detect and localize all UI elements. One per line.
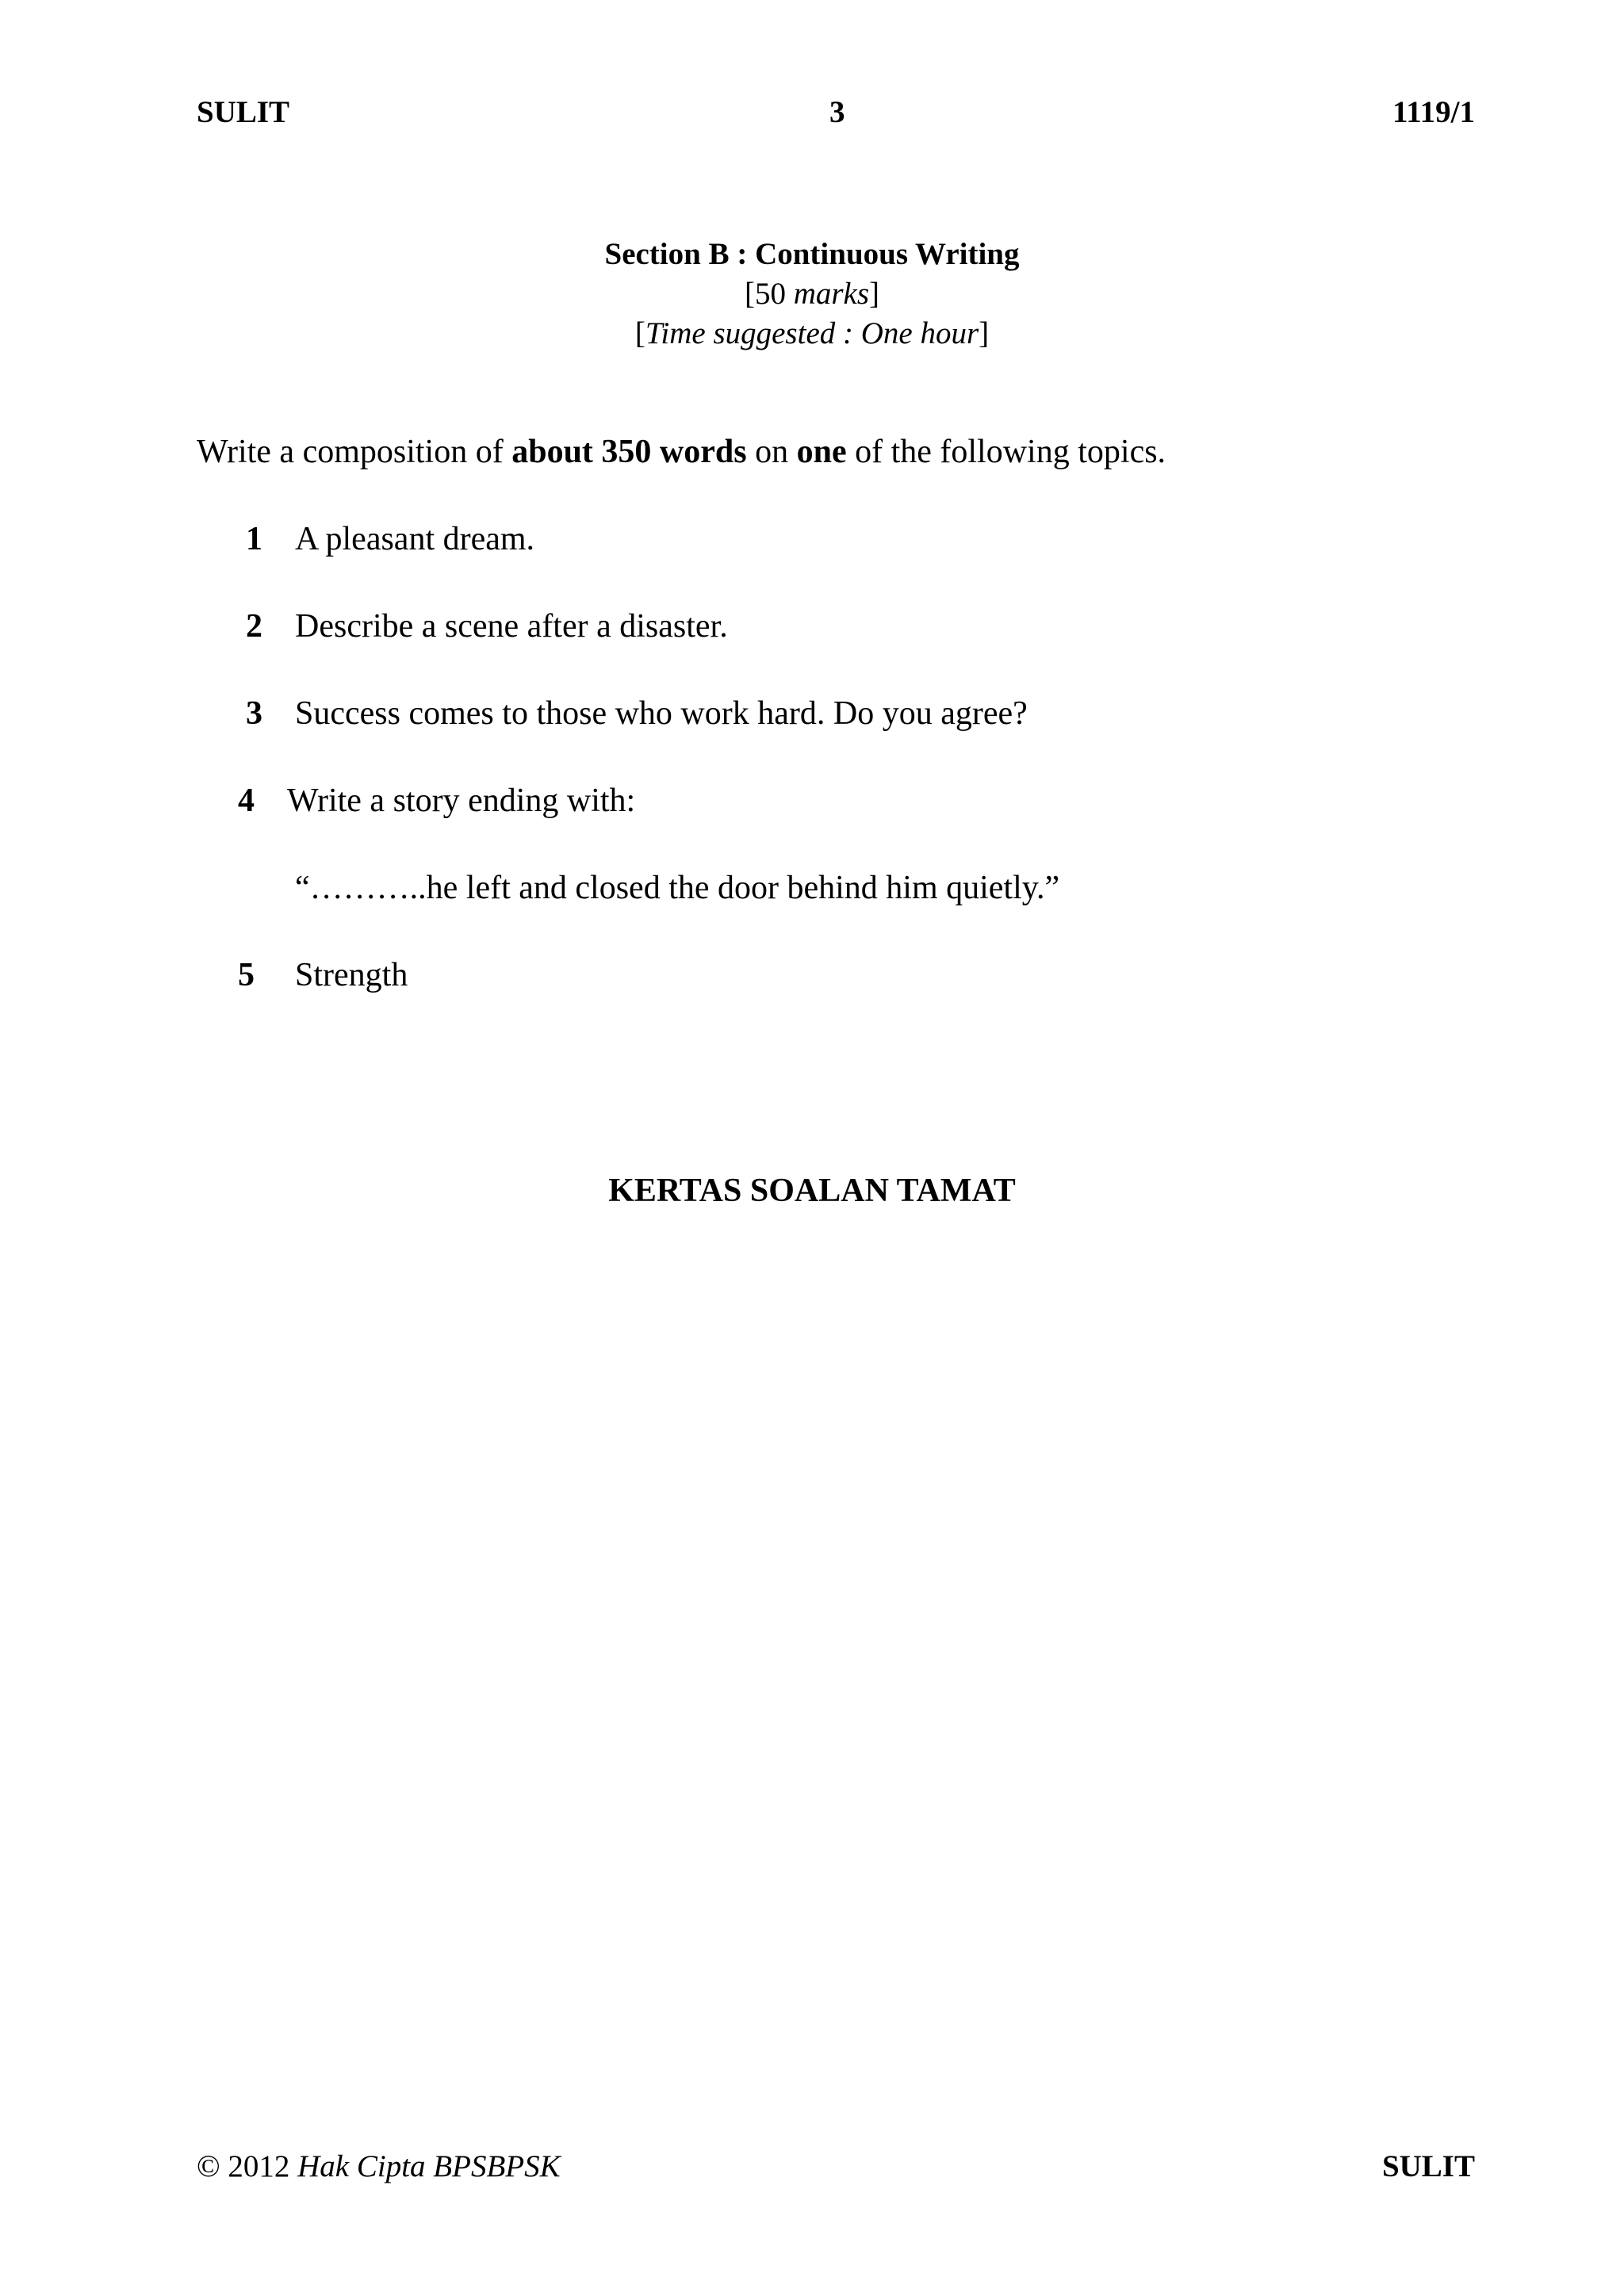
question-quote: “………..he left and closed the door behind him quietly.”: [295, 870, 1060, 906]
question-number: 3: [246, 695, 262, 732]
question-text: Strength: [295, 957, 408, 993]
question-text: A pleasant dream.: [295, 521, 535, 557]
paper-code: 1119/1: [1392, 95, 1475, 129]
question-number: 1: [246, 521, 262, 557]
instruction-text: Write a composition of about 350 words on one of the following topics.: [197, 434, 1166, 470]
section-marks: [50 marks]: [744, 277, 880, 311]
header-left-label: SULIT: [197, 95, 290, 129]
question-number: 5: [238, 957, 255, 993]
question-text: Write a story ending with:: [287, 783, 636, 819]
question-text: Success comes to those who work hard. Do you agree?: [295, 695, 1028, 732]
question-text: Describe a scene after a disaster.: [295, 608, 728, 645]
page-number: 3: [829, 95, 845, 129]
end-of-paper-note: KERTAS SOALAN TAMAT: [608, 1173, 1016, 1209]
footer-copyright: © 2012 Hak Cipta BPSBPSK: [197, 2149, 561, 2183]
section-title: Section B : Continuous Writing: [604, 237, 1020, 271]
question-number: 2: [246, 608, 262, 645]
footer-right-label: SULIT: [1381, 2149, 1475, 2183]
question-number: 4: [238, 783, 255, 819]
section-time-suggested: [Time suggested : One hour]: [634, 316, 990, 350]
